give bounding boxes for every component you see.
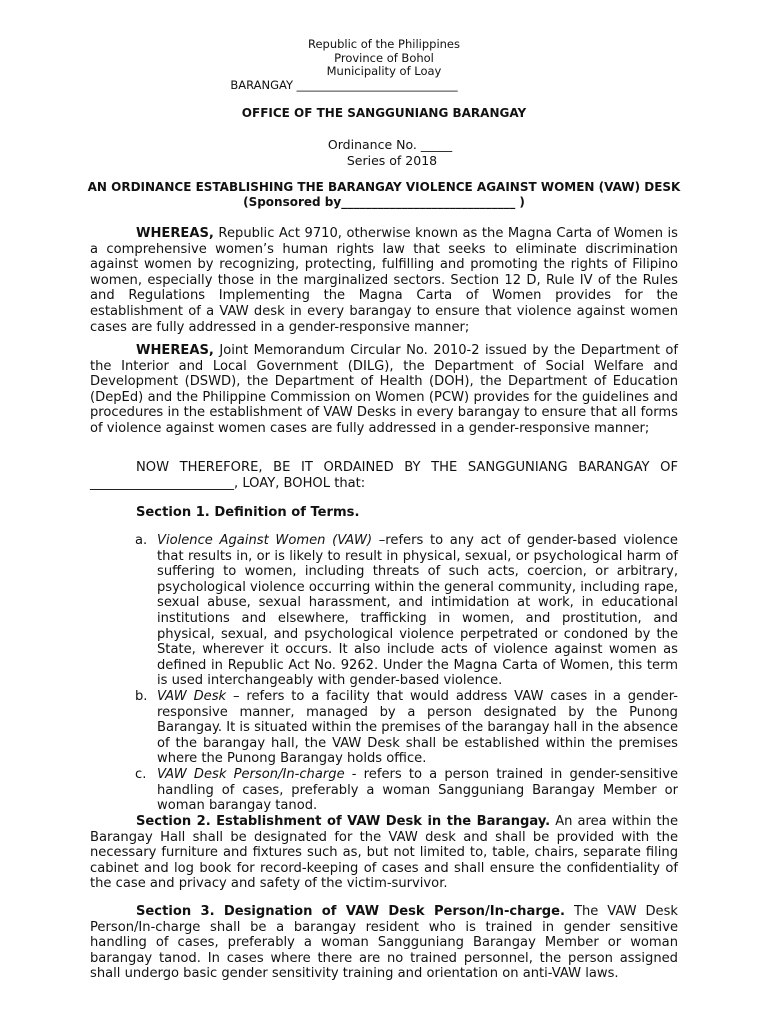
whereas-lead: WHEREAS, xyxy=(136,226,214,241)
whereas-paragraph-2 xyxy=(90,343,678,437)
ordinance-title-main: AN ORDINANCE ESTABLISHING THE BARANGAY VIOLENCE AGAINST WOMEN (VAW) DESK xyxy=(87,180,681,194)
definition-item xyxy=(135,689,678,767)
definition-text: – refers to a facility that would address VAW cases in a gender-responsive manner, managed by a person designated by the Punong Barangay. It is situated within the premises of the barangay hall in the absence of the barangay hall, the VAW Desk shall be established within the premises where the Punong Barangay holds office. xyxy=(157,688,679,767)
definition-term: Violence Against Women (VAW) xyxy=(157,533,373,548)
ordinance-number: Ordinance No. _____ xyxy=(327,137,453,152)
section-2-paragraph xyxy=(90,814,678,892)
definition-term: VAW Desk Person/In-charge xyxy=(157,766,345,782)
office-title: OFFICE OF THE SANGGUNIANG BARANGAY xyxy=(241,106,527,120)
definition-text: - refers to a person trained in gender-sensitive handling of cases, preferably a woman Sangguniang Barangay Member or woman barangay tanod. xyxy=(157,766,678,814)
definition-item xyxy=(135,767,678,814)
definition-term: VAW Desk xyxy=(157,688,227,704)
section-1-heading: Section 1. Definition of Terms. xyxy=(136,505,360,520)
list-marker: b. xyxy=(135,688,148,704)
whereas-text: Republic Act 9710, otherwise known as the Magna Carta of Women is a comprehensive women’s human rights law that seeks to eliminate discrimination against women by recognizing, protecting, fulfilling and promoting the rights of Filipino women, especially those in the marginalized sectors. Section 12 D, Rule IV of the Rules and Regulations Implementing the Magna Carta of Women provides for the establishment of a VAW desk in every barangay to ensure that violence against women cases are fully addressed in a gender-responsive manner; xyxy=(90,226,678,335)
barangay-line: BARANGAY ____________________________ xyxy=(230,77,458,92)
list-marker: c. xyxy=(135,766,147,782)
municipality-line: Municipality of Loay xyxy=(326,64,442,78)
section-2-heading: Section 2. Establishment of VAW Desk in the Barangay. xyxy=(136,814,551,829)
now-therefore-text: NOW THEREFORE, BE IT ORDAINED BY THE SANGGUNIANG BARANGAY OF ______________________, LOAY, BOHOL that: xyxy=(90,460,678,491)
ordinance-title xyxy=(60,180,708,210)
list-marker: a. xyxy=(135,533,148,548)
republic-line: Republic of the Philippines xyxy=(307,37,461,51)
ordinance-series: Series of 2018 xyxy=(346,153,438,168)
now-therefore-paragraph xyxy=(90,460,678,491)
definitions-list xyxy=(135,533,678,814)
sponsor-line: (Sponsored by_____________________________ ) xyxy=(243,195,525,209)
whereas-text: Joint Memorandum Circular No. 2010-2 issued by the Department of the Interior and Local Government (DILG), the Department of Social Welfare and Development (DSWD), the Department of Health (DOH), the Department of Education (DepEd) and the Philippine Commission on Women (PCW) provides for the guidelines and procedures in the establishment of VAW Desks in every barangay to ensure that all forms of violence against women cases are fully addressed in a gender-responsive manner; xyxy=(90,343,678,436)
definition-item xyxy=(135,533,678,689)
province-line: Province of Bohol xyxy=(334,50,434,65)
section-2-text: An area within the Barangay Hall shall be designated for the VAW desk and shall be provided with the necessary furniture and fixtures such as, but not limited to, table, chairs, separate filing cabinet and log book for record-keeping of cases and shall ensure the confidentiality of the case and privacy and safety of the victim-survivor. xyxy=(90,814,678,892)
definition-text: –refers to any act of gender-based violence that results in, or is likely to result in physical, sexual, or psychological harm of suffering to women, including threats of such acts, coercion, or arbitrary, psychological violence occurring within the general community, including rape, sexual abuse, sexual harassment, and intimidation at work, in educational institutions and elsewhere, trafficking in women, and prostitution, and physical, sexual, and psychological violence perpetrated or condoned by the State, wherever it occurs. It also include acts of violence against women as defined in Republic Act No. 9262. Under the Magna Carta of Women, this term is used interchangeably with gender-based violence. xyxy=(157,533,678,689)
whereas-paragraph-1 xyxy=(90,226,678,335)
whereas-lead: WHEREAS, xyxy=(136,343,214,358)
section-3-paragraph xyxy=(90,904,678,982)
section-3-heading: Section 3. Designation of VAW Desk Person/In-charge. xyxy=(136,904,566,919)
ordinance-block xyxy=(0,137,768,169)
section-3-text: The VAW Desk Person/In-charge shall be a barangay resident who is trained in gender sensitive handling of cases, preferably a woman Sangguniang Barangay Member or woman barangay tanod. In cases where there are no trained personnel, the person assigned shall undergo basic gender sensitivity training and orientation on anti-VAW laws. xyxy=(90,904,678,982)
document-header xyxy=(0,38,768,92)
